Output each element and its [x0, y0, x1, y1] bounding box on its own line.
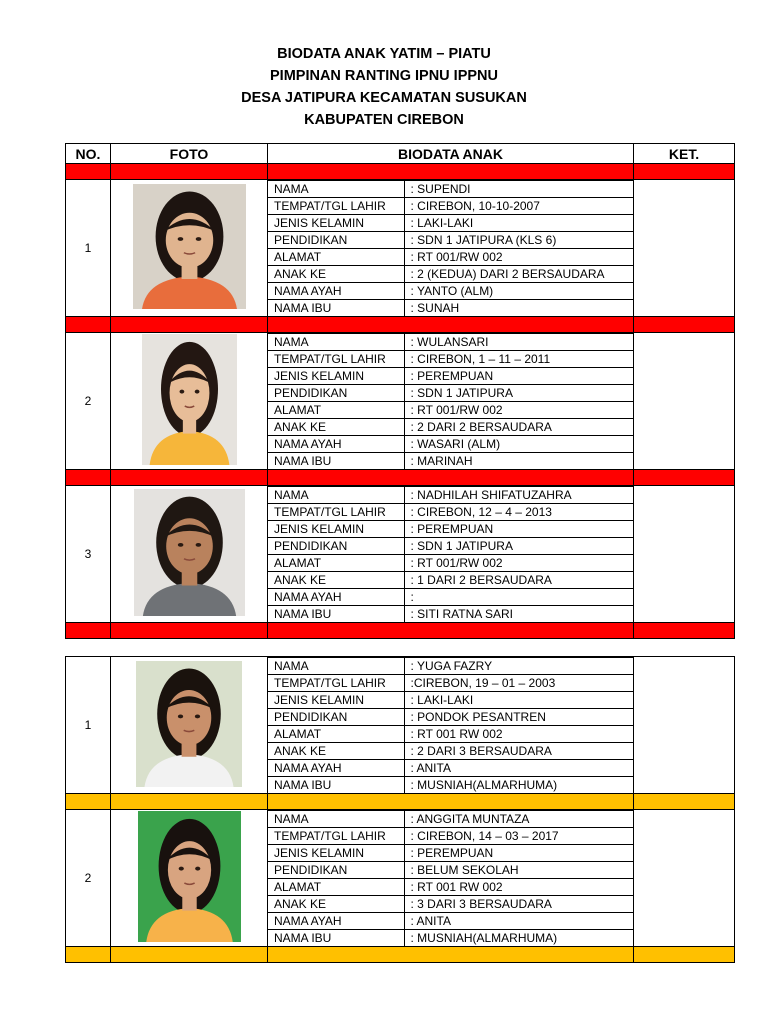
biodata-field-row: [268, 811, 634, 828]
title-line-3: DESA JATIPURA KECAMATAN SUSUKAN: [241, 90, 527, 106]
field-label: NAMA IBU: [268, 300, 404, 317]
field-value: : RT 001/RW 002: [404, 555, 634, 572]
keterangan-cell: [634, 180, 735, 317]
biodata-field-row: [268, 436, 634, 453]
biodata-field-row: [268, 198, 634, 215]
child-photo: [134, 489, 245, 616]
field-label: JENIS KELAMIN: [268, 845, 404, 862]
field-label: ALAMAT: [268, 879, 404, 896]
field-label: TEMPAT/TGL LAHIR: [268, 675, 404, 692]
separator-row: [66, 794, 735, 810]
field-value: : RT 001/RW 002: [404, 249, 634, 266]
field-value: : YUGA FAZRY: [404, 658, 634, 675]
biodata-field-row: [268, 385, 634, 402]
header-foto: FOTO: [111, 144, 268, 164]
biodata-field-row: [268, 555, 634, 572]
field-value: : 3 DARI 3 BERSAUDARA: [404, 896, 634, 913]
field-label: ALAMAT: [268, 249, 404, 266]
field-value: : SUNAH: [404, 300, 634, 317]
biodata-field-row: [268, 896, 634, 913]
title-line-1: BIODATA ANAK YATIM – PIATU: [277, 46, 491, 62]
biodata-fields: [268, 333, 634, 469]
biodata-field-row: [268, 777, 634, 794]
photo-cell: [111, 657, 268, 794]
field-value: : WASARI (ALM): [404, 436, 634, 453]
field-value: : SDN 1 JATIPURA (KLS 6): [404, 232, 634, 249]
biodata-field-row: [268, 726, 634, 743]
header-ket: KET.: [634, 144, 735, 164]
field-value: : RT 001 RW 002: [404, 726, 634, 743]
child-entry-row: [66, 180, 735, 317]
biodata-cell: [268, 486, 634, 623]
photo-cell: [111, 810, 268, 947]
field-label: NAMA: [268, 811, 404, 828]
biodata-cell: [268, 180, 634, 317]
child-entry-row: [66, 486, 735, 623]
biodata-cell: [268, 333, 634, 470]
biodata-field-row: [268, 709, 634, 726]
field-label: ANAK KE: [268, 572, 404, 589]
biodata-field-row: [268, 606, 634, 623]
field-value: : SITI RATNA SARI: [404, 606, 634, 623]
field-value: : YANTO (ALM): [404, 283, 634, 300]
biodata-table-2: [65, 656, 735, 963]
field-label: NAMA: [268, 487, 404, 504]
field-label: ALAMAT: [268, 726, 404, 743]
photo-cell: [111, 486, 268, 623]
field-value: : ANGGITA MUNTAZA: [404, 811, 634, 828]
entry-number: 1: [66, 657, 111, 794]
field-label: NAMA AYAH: [268, 589, 404, 606]
entry-number: 3: [66, 486, 111, 623]
keterangan-cell: [634, 333, 735, 470]
biodata-field-row: [268, 351, 634, 368]
biodata-field-row: [268, 760, 634, 777]
field-label: NAMA AYAH: [268, 760, 404, 777]
biodata-field-row: [268, 419, 634, 436]
biodata-field-row: [268, 266, 634, 283]
child-photo: [136, 661, 242, 787]
field-value: : LAKI-LAKI: [404, 215, 634, 232]
child-photo: [133, 184, 246, 309]
biodata-field-row: [268, 232, 634, 249]
child-entry-row: [66, 810, 735, 947]
field-value: : WULANSARI: [404, 334, 634, 351]
biodata-field-row: [268, 572, 634, 589]
field-label: NAMA AYAH: [268, 283, 404, 300]
biodata-field-row: [268, 913, 634, 930]
field-label: ANAK KE: [268, 896, 404, 913]
field-label: NAMA IBU: [268, 930, 404, 947]
biodata-field-row: [268, 283, 634, 300]
separator-row: [66, 947, 735, 963]
field-value: : NADHILAH SHIFATUZAHRA: [404, 487, 634, 504]
biodata-field-row: [268, 930, 634, 947]
biodata-field-row: [268, 249, 634, 266]
field-label: TEMPAT/TGL LAHIR: [268, 828, 404, 845]
biodata-fields: [268, 657, 634, 793]
entry-number: 2: [66, 810, 111, 947]
field-value: : MARINAH: [404, 453, 634, 470]
biodata-table-1: [65, 143, 735, 639]
title-line-2: PIMPINAN RANTING IPNU IPPNU: [270, 68, 498, 84]
field-label: TEMPAT/TGL LAHIR: [268, 198, 404, 215]
field-value: : CIREBON, 14 – 03 – 2017: [404, 828, 634, 845]
biodata-field-row: [268, 743, 634, 760]
child-entry-row: [66, 333, 735, 470]
field-value: : PEREMPUAN: [404, 845, 634, 862]
field-label: PENDIDIKAN: [268, 385, 404, 402]
biodata-field-row: [268, 453, 634, 470]
biodata-field-row: [268, 402, 634, 419]
biodata-field-row: [268, 658, 634, 675]
field-value: :CIREBON, 19 – 01 – 2003: [404, 675, 634, 692]
field-label: JENIS KELAMIN: [268, 368, 404, 385]
document-title: [0, 43, 768, 131]
field-label: PENDIDIKAN: [268, 232, 404, 249]
biodata-fields: [268, 810, 634, 946]
biodata-cell: [268, 810, 634, 947]
field-label: ANAK KE: [268, 419, 404, 436]
biodata-field-row: [268, 845, 634, 862]
field-value: : 2 DARI 2 BERSAUDARA: [404, 419, 634, 436]
biodata-field-row: [268, 692, 634, 709]
field-value: :: [404, 589, 634, 606]
field-label: ANAK KE: [268, 266, 404, 283]
field-value: : ANITA: [404, 760, 634, 777]
field-label: PENDIDIKAN: [268, 538, 404, 555]
field-value: : ANITA: [404, 913, 634, 930]
biodata-field-row: [268, 538, 634, 555]
separator-row: [66, 164, 735, 180]
child-photo: [142, 334, 237, 465]
biodata-field-row: [268, 215, 634, 232]
biodata-field-row: [268, 589, 634, 606]
biodata-cell: [268, 657, 634, 794]
field-value: : CIREBON, 12 – 4 – 2013: [404, 504, 634, 521]
field-value: : RT 001/RW 002: [404, 402, 634, 419]
field-label: ANAK KE: [268, 743, 404, 760]
field-value: : SDN 1 JATIPURA: [404, 538, 634, 555]
child-photo: [138, 811, 241, 942]
field-value: : BELUM SEKOLAH: [404, 862, 634, 879]
field-value: : RT 001 RW 002: [404, 879, 634, 896]
entry-number: 2: [66, 333, 111, 470]
field-label: NAMA IBU: [268, 777, 404, 794]
field-label: TEMPAT/TGL LAHIR: [268, 351, 404, 368]
field-value: : PONDOK PESANTREN: [404, 709, 634, 726]
biodata-field-row: [268, 368, 634, 385]
field-value: : MUSNIAH(ALMARHUMA): [404, 777, 634, 794]
field-value: : 1 DARI 2 BERSAUDARA: [404, 572, 634, 589]
field-label: JENIS KELAMIN: [268, 521, 404, 538]
separator-row: [66, 317, 735, 333]
field-label: TEMPAT/TGL LAHIR: [268, 504, 404, 521]
field-label: PENDIDIKAN: [268, 709, 404, 726]
photo-cell: [111, 333, 268, 470]
biodata-field-row: [268, 334, 634, 351]
field-label: JENIS KELAMIN: [268, 692, 404, 709]
keterangan-cell: [634, 810, 735, 947]
header-no: NO.: [66, 144, 111, 164]
table-header-row: [66, 144, 735, 164]
field-value: : LAKI-LAKI: [404, 692, 634, 709]
field-label: NAMA: [268, 658, 404, 675]
biodata-fields: [268, 180, 634, 316]
field-value: : 2 (KEDUA) DARI 2 BERSAUDARA: [404, 266, 634, 283]
field-value: : SDN 1 JATIPURA: [404, 385, 634, 402]
biodata-field-row: [268, 879, 634, 896]
biodata-field-row: [268, 521, 634, 538]
biodata-field-row: [268, 300, 634, 317]
field-label: ALAMAT: [268, 555, 404, 572]
field-value: : CIREBON, 1 – 11 – 2011: [404, 351, 634, 368]
child-entry-row: [66, 657, 735, 794]
field-value: : SUPENDI: [404, 181, 634, 198]
field-value: : PEREMPUAN: [404, 368, 634, 385]
field-value: : CIREBON, 10-10-2007: [404, 198, 634, 215]
photo-cell: [111, 180, 268, 317]
entry-number: 1: [66, 180, 111, 317]
biodata-field-row: [268, 675, 634, 692]
biodata-fields: [268, 486, 634, 622]
biodata-field-row: [268, 862, 634, 879]
keterangan-cell: [634, 486, 735, 623]
separator-row: [66, 470, 735, 486]
field-label: NAMA: [268, 181, 404, 198]
biodata-field-row: [268, 181, 634, 198]
field-value: : MUSNIAH(ALMARHUMA): [404, 930, 634, 947]
field-label: PENDIDIKAN: [268, 862, 404, 879]
field-label: NAMA AYAH: [268, 436, 404, 453]
separator-row: [66, 623, 735, 639]
field-value: : 2 DARI 3 BERSAUDARA: [404, 743, 634, 760]
field-label: ALAMAT: [268, 402, 404, 419]
field-label: NAMA IBU: [268, 453, 404, 470]
biodata-field-row: [268, 828, 634, 845]
field-label: NAMA: [268, 334, 404, 351]
field-label: NAMA IBU: [268, 606, 404, 623]
biodata-field-row: [268, 487, 634, 504]
field-label: JENIS KELAMIN: [268, 215, 404, 232]
biodata-field-row: [268, 504, 634, 521]
field-value: : PEREMPUAN: [404, 521, 634, 538]
header-biodata: BIODATA ANAK: [268, 144, 634, 164]
field-label: NAMA AYAH: [268, 913, 404, 930]
keterangan-cell: [634, 657, 735, 794]
title-line-4: KABUPATEN CIREBON: [304, 112, 464, 128]
